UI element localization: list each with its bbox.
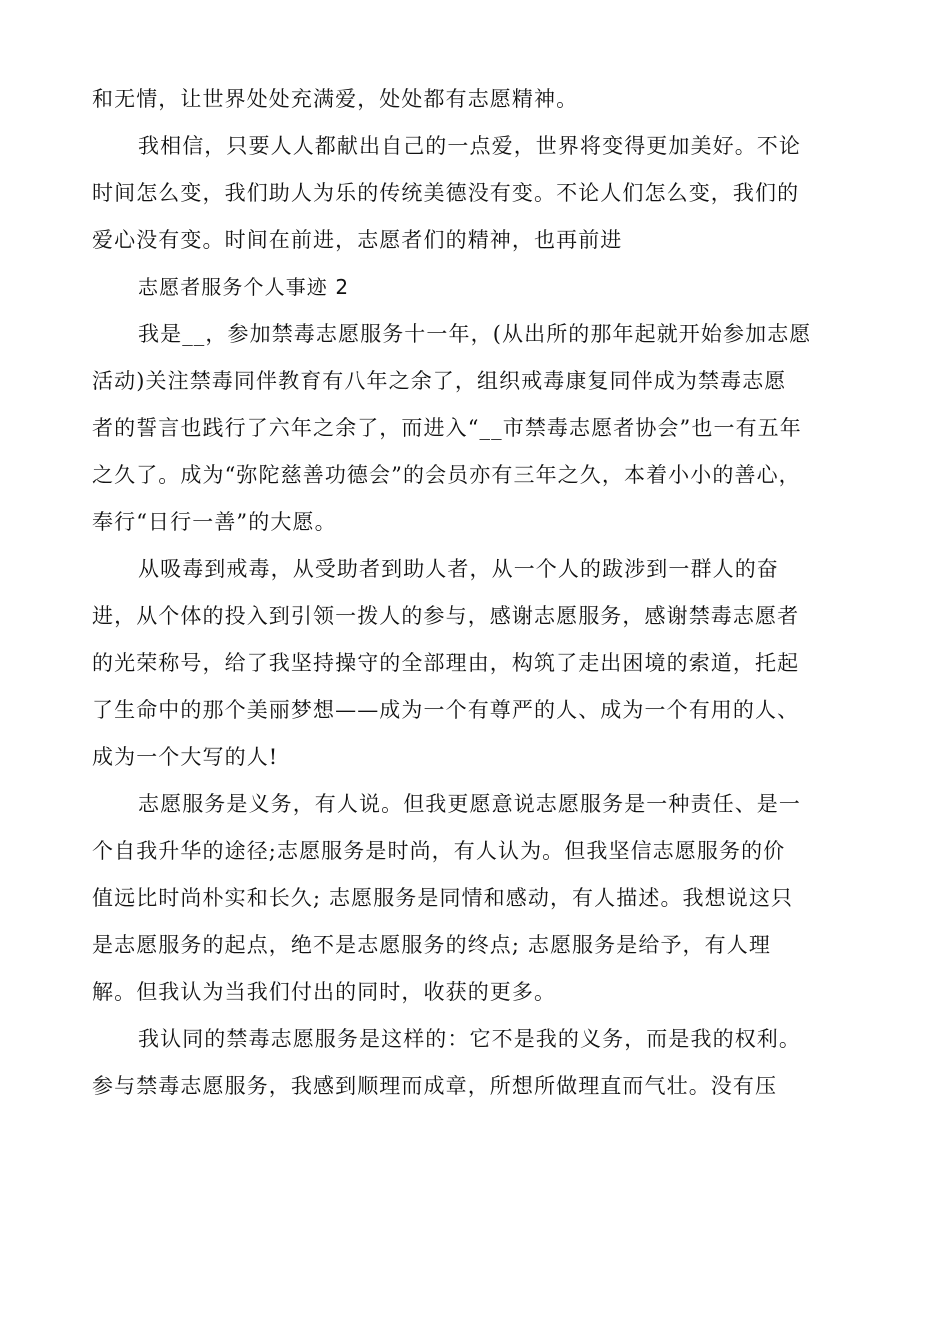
text-line: 的光荣称号，给了我坚持操守的全部理由，构筑了走出困境的索道，托起 [92, 651, 800, 675]
text-line: 爱心没有变。时间在前进，志愿者们的精神，也再前进 [92, 228, 623, 252]
document-page [92, 76, 862, 1110]
text-line: 者的誓言也践行了六年之余了，而进入“__市禁毒志愿者协会”也一有五年 [92, 416, 802, 440]
section-heading: 志愿者服务个人事迹 2 [138, 275, 350, 299]
paragraph-intro [92, 311, 862, 546]
paragraph-journey [92, 546, 862, 781]
text-line: 之久了。成为“弥陀慈善功德会”的会员亦有三年之久，本着小小的善心， [92, 463, 801, 487]
text-line: 进，从个体的投入到引领一拨人的参与，感谢志愿服务，感谢禁毒志愿者 [92, 604, 800, 628]
text-line: 从吸毒到戒毒，从受助者到助人者，从一个人的跋涉到一群人的奋 [138, 557, 779, 581]
text-line: 志愿服务是义务，有人说。但我更愿意说志愿服务是一种责任、是一 [138, 792, 801, 816]
text-line: 和无情，让世界处处充满爱，处处都有志愿精神。 [92, 87, 579, 111]
paragraph-belief [92, 123, 862, 264]
text-line: 我认同的禁毒志愿服务是这样的：它不是我的义务，而是我的权利。 [138, 1027, 801, 1051]
paragraph-meaning [92, 781, 862, 1016]
text-line: 奉行“日行一善”的大愿。 [92, 510, 337, 534]
text-line: 活动)关注禁毒同伴教育有八年之余了，组织戒毒康复同伴成为禁毒志愿 [92, 369, 787, 393]
text-line: 个自我升华的途径;志愿服务是时尚，有人认为。但我坚信志愿服务的价 [92, 839, 786, 863]
text-line: 成为一个大写的人! [92, 745, 279, 769]
text-line: 了生命中的那个美丽梦想——成为一个有尊严的人、成为一个有用的人、 [92, 698, 800, 722]
text-line: 时间怎么变，我们助人为乐的传统美德没有变。不论人们怎么变，我们的 [92, 181, 800, 205]
text-line: 值远比时尚朴实和长久; 志愿服务是同情和感动，有人描述。我想说这只 [92, 886, 794, 910]
text-line: 我相信，只要人人都献出自己的一点爱，世界将变得更加美好。不论 [138, 134, 801, 158]
text-line: 我是__，参加禁毒志愿服务十一年，(从出所的那年起就开始参加志愿 [138, 322, 812, 346]
text-line: 参与禁毒志愿服务，我感到顺理而成章，所想所做理直而气壮。没有压 [92, 1074, 778, 1098]
paragraph-right [92, 1016, 862, 1110]
text-line: 是志愿服务的起点，绝不是志愿服务的终点; 志愿服务是给予，有人理 [92, 933, 771, 957]
text-line: 解。但我认为当我们付出的同时，收获的更多。 [92, 980, 557, 1004]
paragraph-continuation [92, 76, 862, 123]
